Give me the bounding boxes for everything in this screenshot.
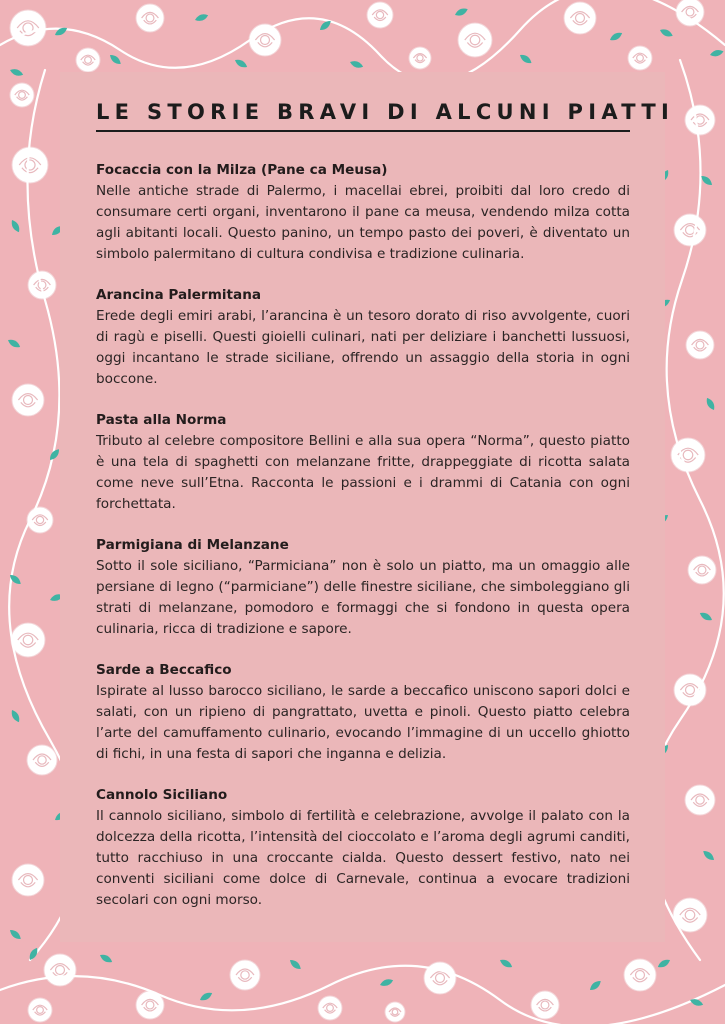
section-body: Il cannolo siciliano, simbolo di fertilità e celebrazione, avvolge il palato con la dolcezza della ricotta, l’intensità del cioccolato e l’aroma degli agrumi canditi, tutto racchiuso in una croccante cialda. Questo dessert festivo, nato nei conventi siciliani come dolce di Carnevale, continua a evocare tradizioni secolari con ogni morso. — [96, 808, 630, 908]
leaf-icon — [499, 957, 514, 969]
leaf-icon — [234, 57, 249, 69]
section-title: Cannolo Siciliano — [96, 787, 228, 803]
leaf-icon — [99, 952, 114, 964]
section-body: Ispirate al lusso barocco siciliano, le sarde a beccafico uniscono sapori dolci e salati, con un ripieno di pangrattato, uvetta e pinoli. Questo piatto celebra l’arte del camuffamento culinario, evocando l’immagine di un uccello ghiotto di fichi, in una festa di sapori che inganna e delizia. — [96, 683, 630, 762]
rose-icon — [249, 24, 281, 56]
rose-icon — [12, 864, 44, 896]
rose-icon — [76, 48, 100, 72]
section-title: Parmigiana di Melanzane — [96, 537, 289, 553]
rose-icon — [44, 954, 76, 986]
rose-icon — [458, 23, 492, 57]
leaf-icon — [709, 48, 724, 57]
section-arancina — [96, 285, 630, 390]
rose-icon — [409, 47, 431, 69]
stem-icon — [0, 966, 725, 1024]
section-body: Tributo al celebre compositore Bellini e alla sua opera “Norma”, questo piatto è una tela di spaghetti con melanzane fritte, drappeggiate di ricotta salata come neve sull’Etna. Racconta le passioni e i drammi di Catania con ogni forchettata. — [96, 433, 630, 512]
rose-icon — [531, 991, 559, 1019]
rose-icon — [685, 105, 715, 135]
leaf-icon — [54, 25, 69, 37]
section-pasta-norma — [96, 410, 630, 515]
rose-icon — [688, 556, 716, 584]
leaf-icon — [454, 6, 469, 17]
leaf-icon — [704, 396, 716, 411]
rose-icon — [12, 384, 44, 416]
section-title: Focaccia con la Milza (Pane ca Meusa) — [96, 162, 388, 178]
rose-icon — [318, 996, 342, 1020]
rose-icon — [624, 959, 656, 991]
rose-icon — [628, 46, 652, 70]
leaf-icon — [8, 928, 23, 942]
rose-icon — [27, 745, 57, 775]
page-title: LE STORIE BRAVI DI ALCUNI PIATTI — [96, 100, 630, 132]
rose-icon — [367, 2, 393, 28]
leaf-icon — [349, 59, 364, 69]
section-title: Sarde a Beccafico — [96, 662, 232, 678]
rose-icon — [674, 674, 706, 706]
rose-icon — [564, 2, 596, 34]
rose-icon — [28, 998, 52, 1022]
recipe-list — [96, 160, 630, 931]
leaf-icon — [108, 53, 123, 67]
section-sarde-beccafico — [96, 660, 630, 765]
rose-icon — [11, 623, 45, 657]
section-body: Erede degli emiri arabi, l’arancina è un tesoro dorato di riso avvolgente, cuori di ragù e piselli. Questi gioielli culinari, nati per deliziare i banchetti lussuosi, oggi incantano le strade siciliane, offrendo un assaggio della storia in ogni boccone. — [96, 308, 630, 387]
leaf-icon — [199, 990, 214, 1002]
rose-icon — [674, 214, 706, 246]
leaf-icon — [194, 12, 209, 22]
rose-icon — [12, 147, 48, 183]
leaf-icon — [656, 957, 671, 969]
leaf-icon — [7, 337, 22, 349]
leaf-icon — [609, 30, 624, 42]
leaf-icon — [379, 977, 394, 987]
rose-icon — [136, 4, 164, 32]
rose-icon — [686, 331, 714, 359]
leaf-icon — [9, 219, 21, 234]
section-parmigiana — [96, 535, 630, 640]
section-body: Sotto il sole siciliano, “Parmiciana” non è solo un piatto, ma un omaggio alle persiane di legno (“parmiciane”) delle finestre siciliane, che simboleggiano gli strati di melanzane, pomodoro e formaggi che si fondono in questa opera culinaria, ricca di tradizione e sapore. — [96, 558, 630, 637]
rose-icon — [385, 1002, 405, 1022]
section-title: Arancina Palermitana — [96, 287, 262, 303]
leaf-icon — [288, 958, 303, 972]
section-focaccia-milza — [96, 160, 630, 265]
section-body: Nelle antiche strade di Palermo, i macellai ebrei, proibiti dal loro credo di consumare certi organi, inventarono il pane ca meusa, vendendo milza cotta agli abitanti locali. Questo panino, un tempo pasto dei poveri, è diventato un simbolo palermitano di cultura condivisa e tradizione culinaria. — [96, 183, 630, 262]
section-title: Pasta alla Norma — [96, 412, 227, 428]
leaf-icon — [701, 849, 716, 863]
rose-icon — [671, 438, 705, 472]
leaf-icon — [588, 979, 603, 993]
section-cannolo — [96, 785, 630, 911]
rose-icon — [10, 83, 34, 107]
leaf-icon — [659, 27, 674, 38]
leaf-icon — [518, 53, 533, 66]
rose-icon — [230, 960, 260, 990]
leaf-icon — [698, 610, 713, 622]
stem-icon — [0, 0, 725, 82]
leaf-icon — [9, 709, 21, 724]
rose-icon — [10, 10, 46, 46]
leaf-icon — [9, 67, 24, 77]
rose-icon — [685, 785, 715, 815]
